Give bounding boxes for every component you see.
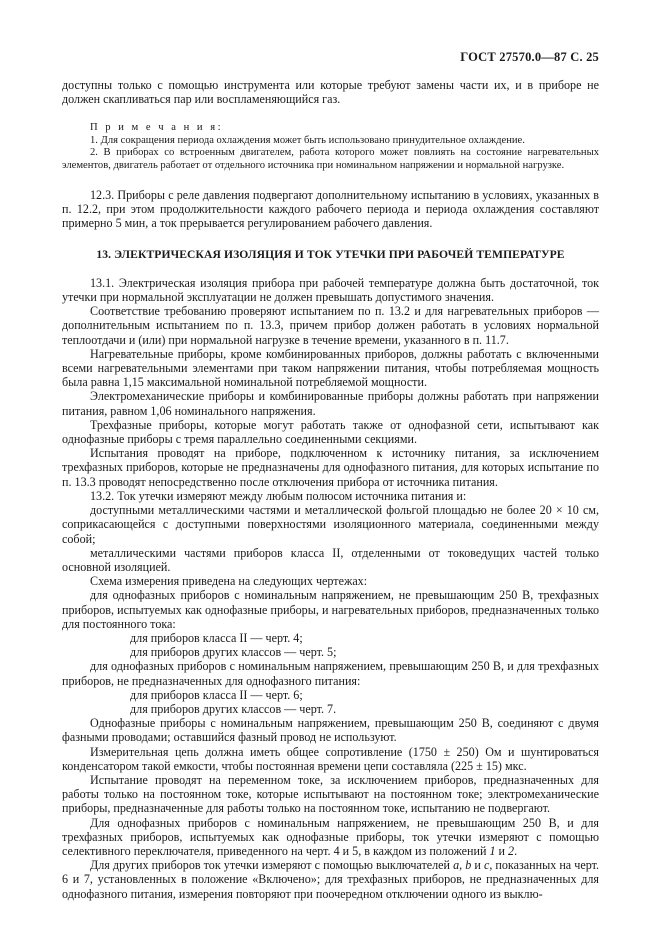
body-paragraph: Испытания проводят на приборе, подключенном к источнику питания, за исключением трехфазных приборов, которые не предназначены для однофазного питания, для которых испытание по п. 13.3 проводят непосредственно после отключения прибора от источника питания. xyxy=(62,446,599,489)
body-paragraph: Для других приборов ток утечки измеряют с помощью выключателей a, b и c, показанных на черт. 6 и 7, установленных в положение «Включено»; для трехфазных приборов, не предназначенных для однофазного питания, измерения повторяют при поочередном отключении одного из выклю- xyxy=(62,858,599,901)
continuation-paragraph: доступны только с помощью инструмента или которые требуют замены части их, и в приборе не должен скапливаться пар или воспламеняющийся газ. xyxy=(62,78,599,107)
body-paragraph: Для однофазных приборов с номинальным напряжением, не превышающим 250 В, и для трехфазных приборов, испытуемых как однофазные приборы, ток утечки измеряют с помощью селективного переключателя, приведенного на черт. 4 и 5, в каждом из положений 1 и 2. xyxy=(62,815,599,858)
drawing-list-item: для приборов класса II — черт. 6; xyxy=(130,687,303,702)
body-paragraph: Трехфазные приборы, которые могут работать также от однофазной сети, испытывают как однофазные приборы с тремя параллельно соединенными секциями. xyxy=(62,417,599,447)
body-paragraph: Электромеханические приборы и комбинированные приборы должны работать при напряжении питания, равном 1,06 номинального напряжения. xyxy=(62,389,599,418)
drawing-list-item: для приборов других классов — черт. 7. xyxy=(130,701,337,716)
body-paragraph: для однофазных приборов с номинальным напряжением, превышающим 250 В, и для трехфазных приборов, не предназначенных для однофазного питания: xyxy=(62,659,599,688)
paragraph-12-3: 12.3. Приборы с реле давления подвергают дополнительному испытанию в условиях, указанных в п. 12.2, при этом продолжительности каждого рабочего периода и периода охлаждения составляют примерно 5 мин, а ток прерывается регулированием рабочего давления. xyxy=(62,188,599,231)
body-paragraph: металлическими частями приборов класса II, отделенными от токоведущих частей только основной изоляцией. xyxy=(62,545,599,574)
page-header: ГОСТ 27570.0—87 С. 25 xyxy=(460,50,599,64)
body-paragraph: Схема измерения приведена на следующих чертежах: xyxy=(90,574,368,589)
body-paragraph: 13.1. Электрическая изоляция прибора при рабочей температуре должна быть достаточной, ток утечки при нормальной эксплуатации не должен превышать допустимого значения. xyxy=(62,275,599,305)
body-paragraph: Соответствие требованию проверяют испытанием по п. 13.2 и для нагревательных приборов — дополнительным испытанием по п. 13.3, причем прибор должен работать в условиях нормальной теплоотдачи и (или) при нормальной нагрузке в течение времени, указанного в п. 11.7. xyxy=(62,304,599,347)
drawing-list-item: для приборов других классов — черт. 5; xyxy=(130,645,337,660)
body-paragraph: доступными металлическими частями и металлической фольгой площадью не более 20 × 10 см, соприкасающейся с доступными поверхностями изоляционного материала, соединенными между собой; xyxy=(62,503,599,546)
body-paragraph: 13.2. Ток утечки измеряют между любым полюсом источника питания и: xyxy=(90,488,467,503)
section-title: 13. ЭЛЕКТРИЧЕСКАЯ ИЗОЛЯЦИЯ И ТОК УТЕЧКИ ПРИ РАБОЧЕЙ ТЕМПЕРАТУРЕ xyxy=(96,247,565,261)
note-item: 1. Для сокращения периода охлаждения может быть использовано принудительное охлаждение. xyxy=(90,134,525,146)
body-paragraph: Однофазные приборы с номинальным напряжением, превышающим 250 В, соединяют с двумя фазными проводами; оставшийся фазный провод не используют. xyxy=(62,716,599,745)
note-item: 2. В приборах со встроенным двигателем, работа которого может повлиять на состояние нагревательных элементов, двигатель работает от отдельного источника при номинальном напряжении и нормальной нагрузке. xyxy=(62,147,599,171)
body-paragraph: Нагревательные приборы, кроме комбинированных приборов, должны работать с включенными всеми нагревательными элементами при таком напряжении питания, чтобы потребляемая мощность была равна 1,15 максимальной номинальной потребляемой мощности. xyxy=(62,346,599,390)
drawing-list-item: для приборов класса II — черт. 4; xyxy=(130,630,303,645)
notes-title: П р и м е ч а н и я: xyxy=(90,122,224,134)
body-paragraph: Измерительная цепь должна иметь общее сопротивление (1750 ± 250) Ом и шунтироваться конденсатором такой емкости, чтобы постоянная времени цепи составляла (225 ± 15) мкс. xyxy=(62,744,599,773)
body-paragraph: для однофазных приборов с номинальным напряжением, не превышающим 250 В, трехфазных приборов, испытуемых как однофазные приборы, и нагревательных приборов, предназначенных только для постоянного тока: xyxy=(62,588,599,631)
body-paragraph: Испытание проводят на переменном токе, за исключением приборов, предназначенных для работы только на постоянном токе, которые испытывают на постоянном токе; электромеханические приборы, предназначенные для работы только на постоянном токе, испытанию не подвергают. xyxy=(62,772,599,816)
